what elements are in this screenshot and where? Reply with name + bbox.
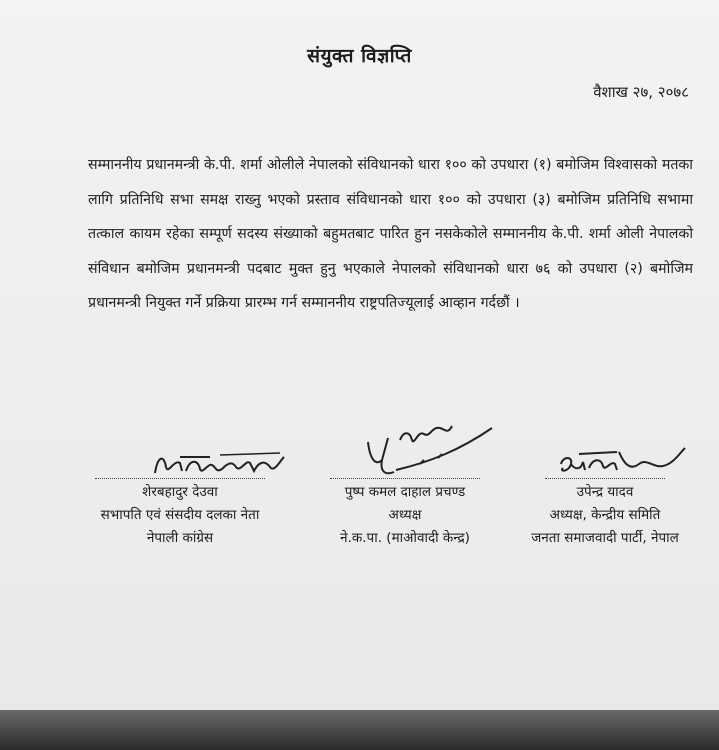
signatory-name: शेरबहादुर देउवा (142, 484, 218, 500)
signatory-prachanda (305, 478, 505, 550)
signatory-name: पुष्प कमल दाहाल प्रचण्ड (344, 484, 466, 500)
signatory-title: अध्यक्ष (388, 507, 422, 523)
document-body: सम्माननीय प्रधानमन्त्री के.पी. शर्मा ओलीले नेपालको संविधानको धारा १०० को उपधारा (१) बमोजिम विश्वासको मतका लागि प्रतिनिधि सभा समक्ष राख्नु भएको प्रस्ताव संविधानको धारा १०० को उपधारा (३) बमोजिम प्रतिनिधि सभामा तत्काल कायम रहेका सम्पूर्ण सदस्य संख्याको बहुमतबाट पारित हुन नसकेकोले सम्माननीय के.पी. शर्मा ओली नेपालको संविधान बमोजिम प्रधानमन्त्री पदबाट मुक्त हुनु भएकाले नेपालको संविधानको धारा ७६ को उपधारा (२) बमोजिम प्रधानमन्त्री नियुक्त गर्ने प्रक्रिया प्रारम्भ गर्न सम्माननीय राष्ट्रपतिज्यूलाई आव्हान गर्दछौं । (88, 157, 693, 311)
signature-line (330, 478, 480, 479)
signature-line (545, 478, 665, 479)
document-title: संयुक्त विज्ञप्ति (307, 45, 412, 67)
signatory-name: उपेन्द्र यादव (576, 484, 634, 500)
signatory-yadav (500, 478, 710, 550)
signatory-party: जनता समाजवादी पार्टी, नेपाल (531, 530, 679, 546)
document-date: वैशाख २७, २०७८ (593, 83, 689, 101)
signature-line (95, 478, 265, 479)
background-strip (0, 710, 719, 750)
signature-yadav (555, 440, 695, 482)
signatory-deuba (60, 478, 300, 550)
signature-prachanda (360, 420, 500, 482)
signatory-party: नेपाली कांग्रेस (146, 530, 214, 546)
signatory-party: ने.क.पा. (माओवादी केन्द्र) (340, 530, 470, 546)
signatory-title: सभापति एवं संसदीय दलका नेता (100, 507, 260, 523)
signatory-title: अध्यक्ष, केन्द्रीय समिति (549, 507, 661, 523)
